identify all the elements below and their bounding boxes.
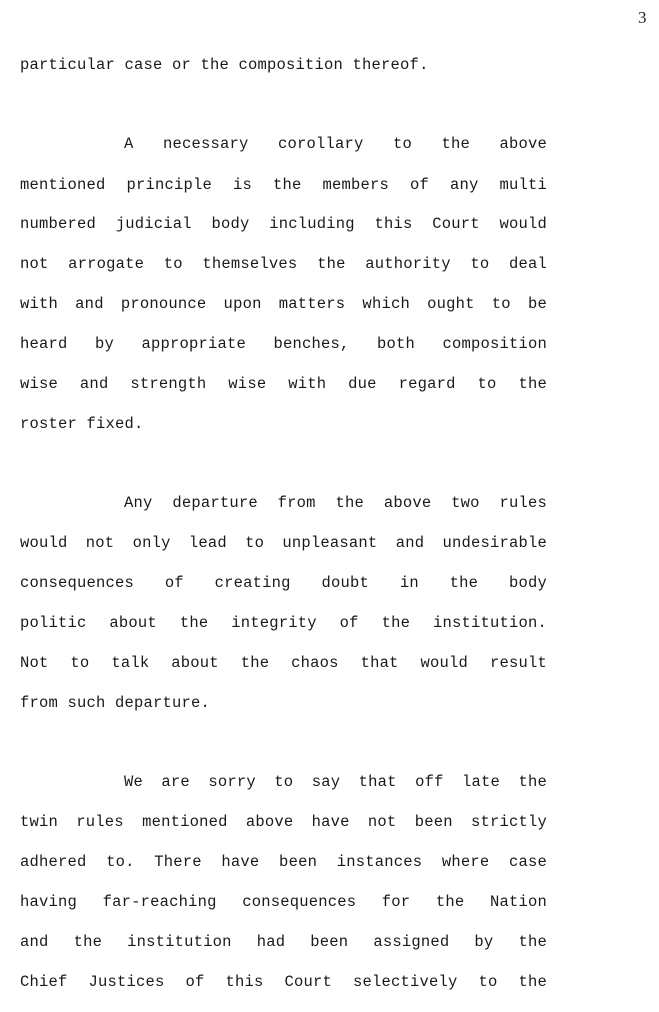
text-line: politic about the integrity of the institution.: [20, 614, 547, 632]
text-line: consequences of creating doubt in the body: [20, 574, 547, 592]
text-line: from such departure.: [20, 694, 211, 712]
page-number: 3: [638, 8, 647, 27]
text-line: numbered judicial body including this Court would: [20, 215, 547, 233]
text-line: Not to talk about the chaos that would result: [20, 654, 547, 672]
text-line: not arrogate to themselves the authority to deal: [20, 255, 547, 273]
text-line: roster fixed.: [20, 415, 144, 433]
text-line: having far-reaching consequences for the Nation: [20, 893, 547, 911]
text-line: heard by appropriate benches, both composition: [20, 335, 547, 353]
text-line: We are sorry to say that off late the: [124, 773, 547, 791]
text-line: twin rules mentioned above have not been strictly: [20, 813, 547, 831]
text-line: Any departure from the above two rules: [124, 494, 547, 512]
text-line: and the institution had been assigned by the: [20, 933, 547, 951]
text-line: particular case or the composition thereof.: [20, 56, 429, 74]
text-line: wise and strength wise with due regard to the: [20, 375, 547, 393]
text-line: Chief Justices of this Court selectively to the: [20, 973, 547, 991]
text-line: with and pronounce upon matters which ought to be: [20, 295, 547, 313]
text-line: A necessary corollary to the above: [124, 135, 547, 153]
text-line: would not only lead to unpleasant and undesirable: [20, 534, 547, 552]
text-line: adhered to. There have been instances where case: [20, 853, 547, 871]
text-line: mentioned principle is the members of any multi: [20, 176, 547, 194]
